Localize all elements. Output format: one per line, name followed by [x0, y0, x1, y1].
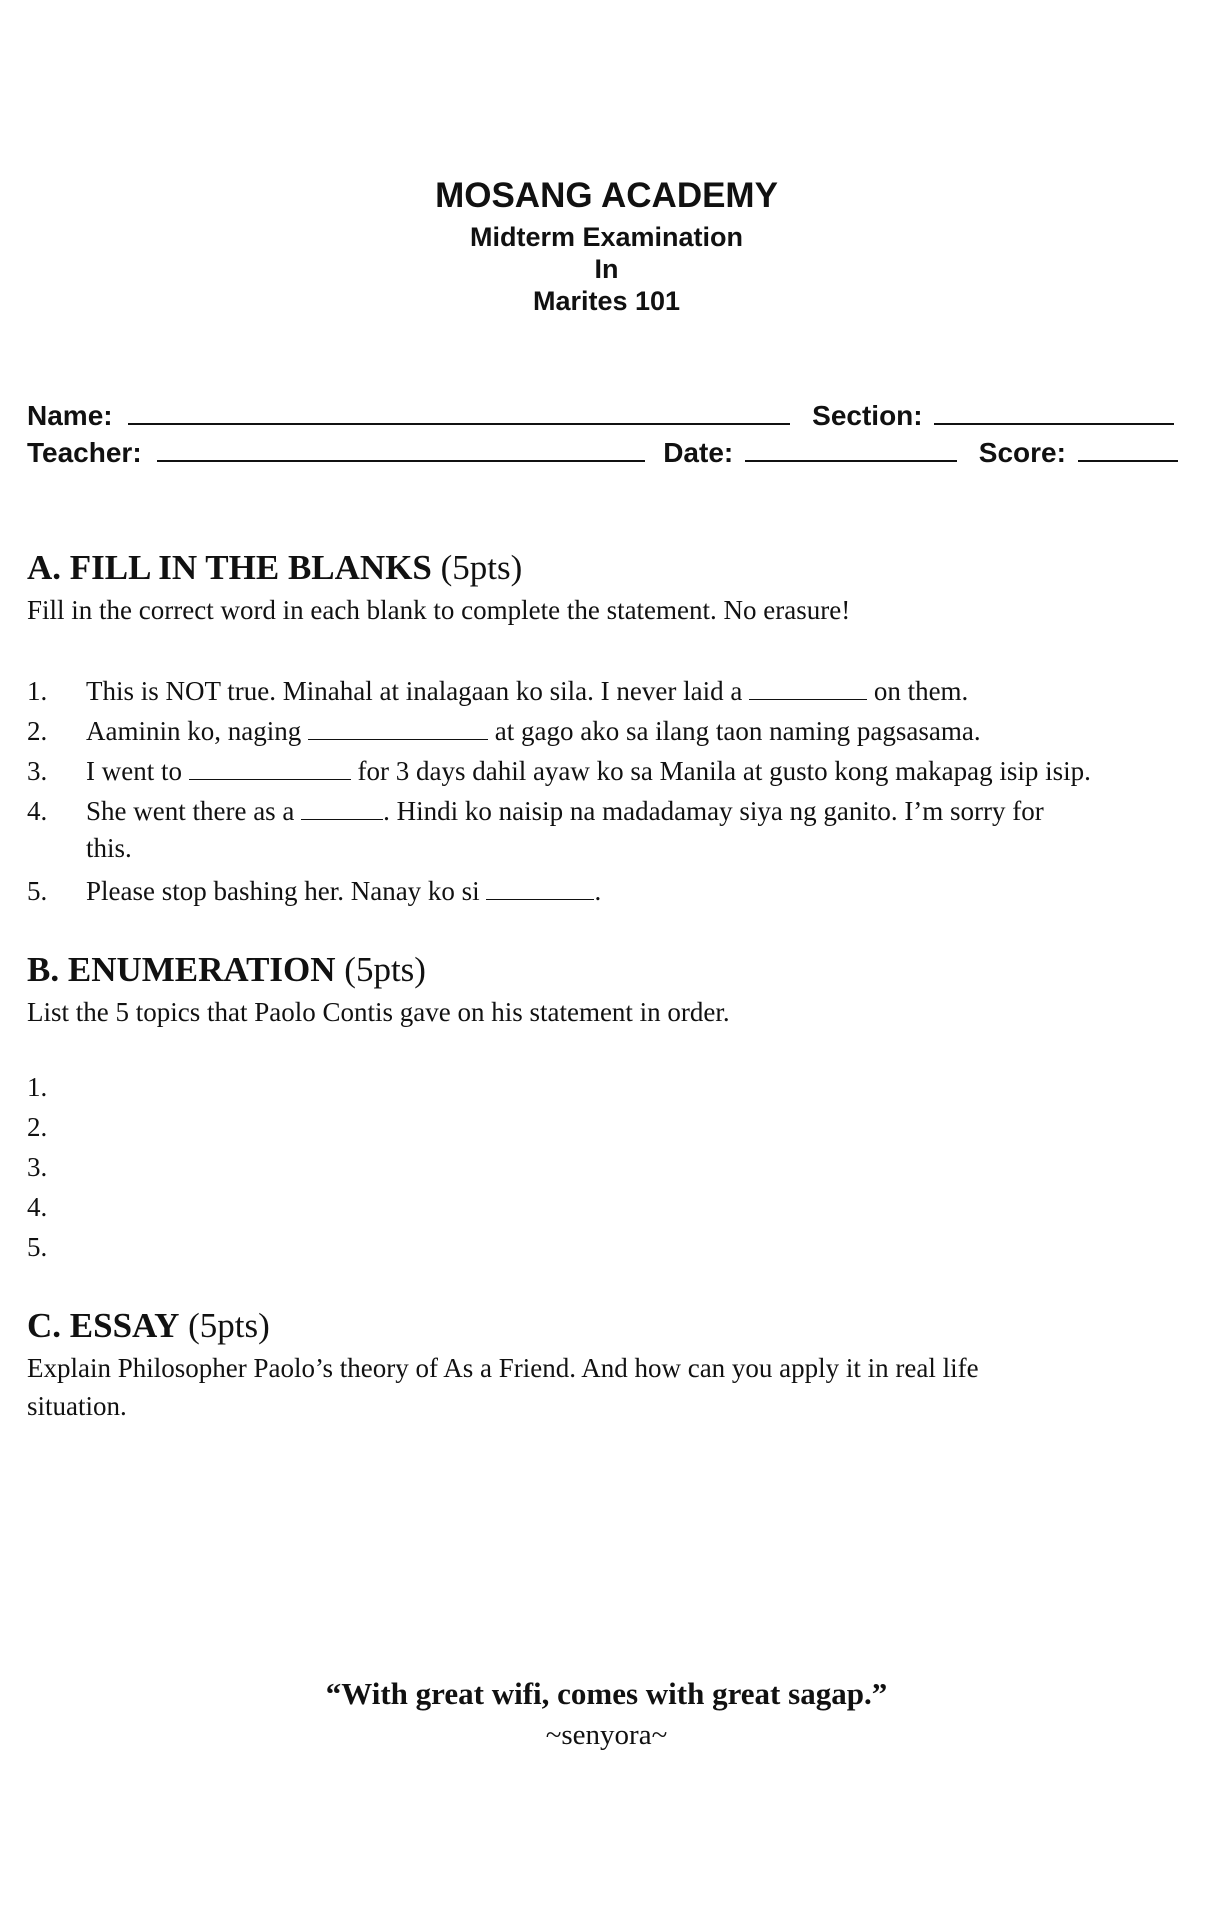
- section-c-points: (5pts): [188, 1306, 270, 1345]
- enum-item-5: 5.: [27, 1232, 48, 1262]
- section-a-instruction: Fill in the correct word in each blank to complete the statement. No erasure!: [27, 595, 851, 625]
- section-b-heading: B. ENUMERATION: [27, 950, 336, 989]
- teacher-field[interactable]: [157, 432, 645, 462]
- section-c-title: [27, 1306, 270, 1346]
- score-label: Score:: [978, 437, 1066, 468]
- item-number: 5.: [27, 876, 48, 906]
- enum-item-2: 2.: [27, 1112, 48, 1142]
- section-label: Section:: [812, 400, 923, 431]
- teacher-label: Teacher:: [27, 437, 142, 468]
- item-text: Please stop bashing her. Nanay ko si .: [86, 873, 1186, 910]
- section-c-heading: C. ESSAY: [27, 1306, 180, 1345]
- item-text: This is NOT true. Minahal at inalagaan ko sila. I never laid a on them.: [86, 673, 1186, 710]
- quote-signature: ~senyora~: [545, 1719, 668, 1751]
- item-number: 3.: [27, 756, 48, 786]
- school-name: MOSANG ACADEMY: [435, 176, 778, 215]
- name-label: Name:: [27, 400, 113, 431]
- enum-item-1: 1.: [27, 1072, 48, 1102]
- item-text: Aaminin ko, naging at gago ako sa ilang taon naming pagsasama.: [86, 713, 1186, 750]
- name-field[interactable]: [128, 395, 790, 425]
- item-number: 1.: [27, 676, 48, 706]
- date-label: Date:: [663, 437, 734, 468]
- enum-item-4: 4.: [27, 1192, 48, 1222]
- course-name: Marites 101: [532, 286, 681, 316]
- enum-item-3: 3.: [27, 1152, 48, 1182]
- exam-title: Midterm Examination: [469, 222, 744, 252]
- exam-in-label: In: [594, 254, 619, 284]
- answer-blank[interactable]: [308, 713, 488, 740]
- teacher-date-score-row: [27, 432, 1178, 469]
- item-number: 4.: [27, 796, 48, 826]
- answer-blank[interactable]: [486, 873, 594, 900]
- item-text: She went there as a . Hindi ko naisip na madadamay siya ng ganito. I’m sorry for this.: [86, 793, 1186, 867]
- section-a-heading: A. FILL IN THE BLANKS: [27, 548, 432, 587]
- section-a-title: [27, 548, 522, 588]
- section-field[interactable]: [934, 395, 1174, 425]
- score-field[interactable]: [1078, 432, 1178, 462]
- section-c-instruction: Explain Philosopher Paolo’s theory of As a Friend. And how can you apply it in real life situation.: [27, 1353, 979, 1421]
- answer-blank[interactable]: [189, 753, 351, 780]
- closing-quote: “With great wifi, comes with great sagap.”: [325, 1676, 888, 1711]
- item-number: 2.: [27, 716, 48, 746]
- section-a-points: (5pts): [440, 548, 523, 587]
- section-b-points: (5pts): [344, 950, 426, 989]
- answer-blank[interactable]: [301, 793, 383, 820]
- section-b-instruction: List the 5 topics that Paolo Contis gave on his statement in order.: [27, 997, 730, 1027]
- item-text: I went to for 3 days dahil ayaw ko sa Manila at gusto kong makapag isip isip.: [86, 753, 1186, 790]
- date-field[interactable]: [745, 432, 957, 462]
- section-b-title: [27, 950, 426, 990]
- name-section-row: [27, 395, 1174, 432]
- answer-blank[interactable]: [749, 673, 867, 700]
